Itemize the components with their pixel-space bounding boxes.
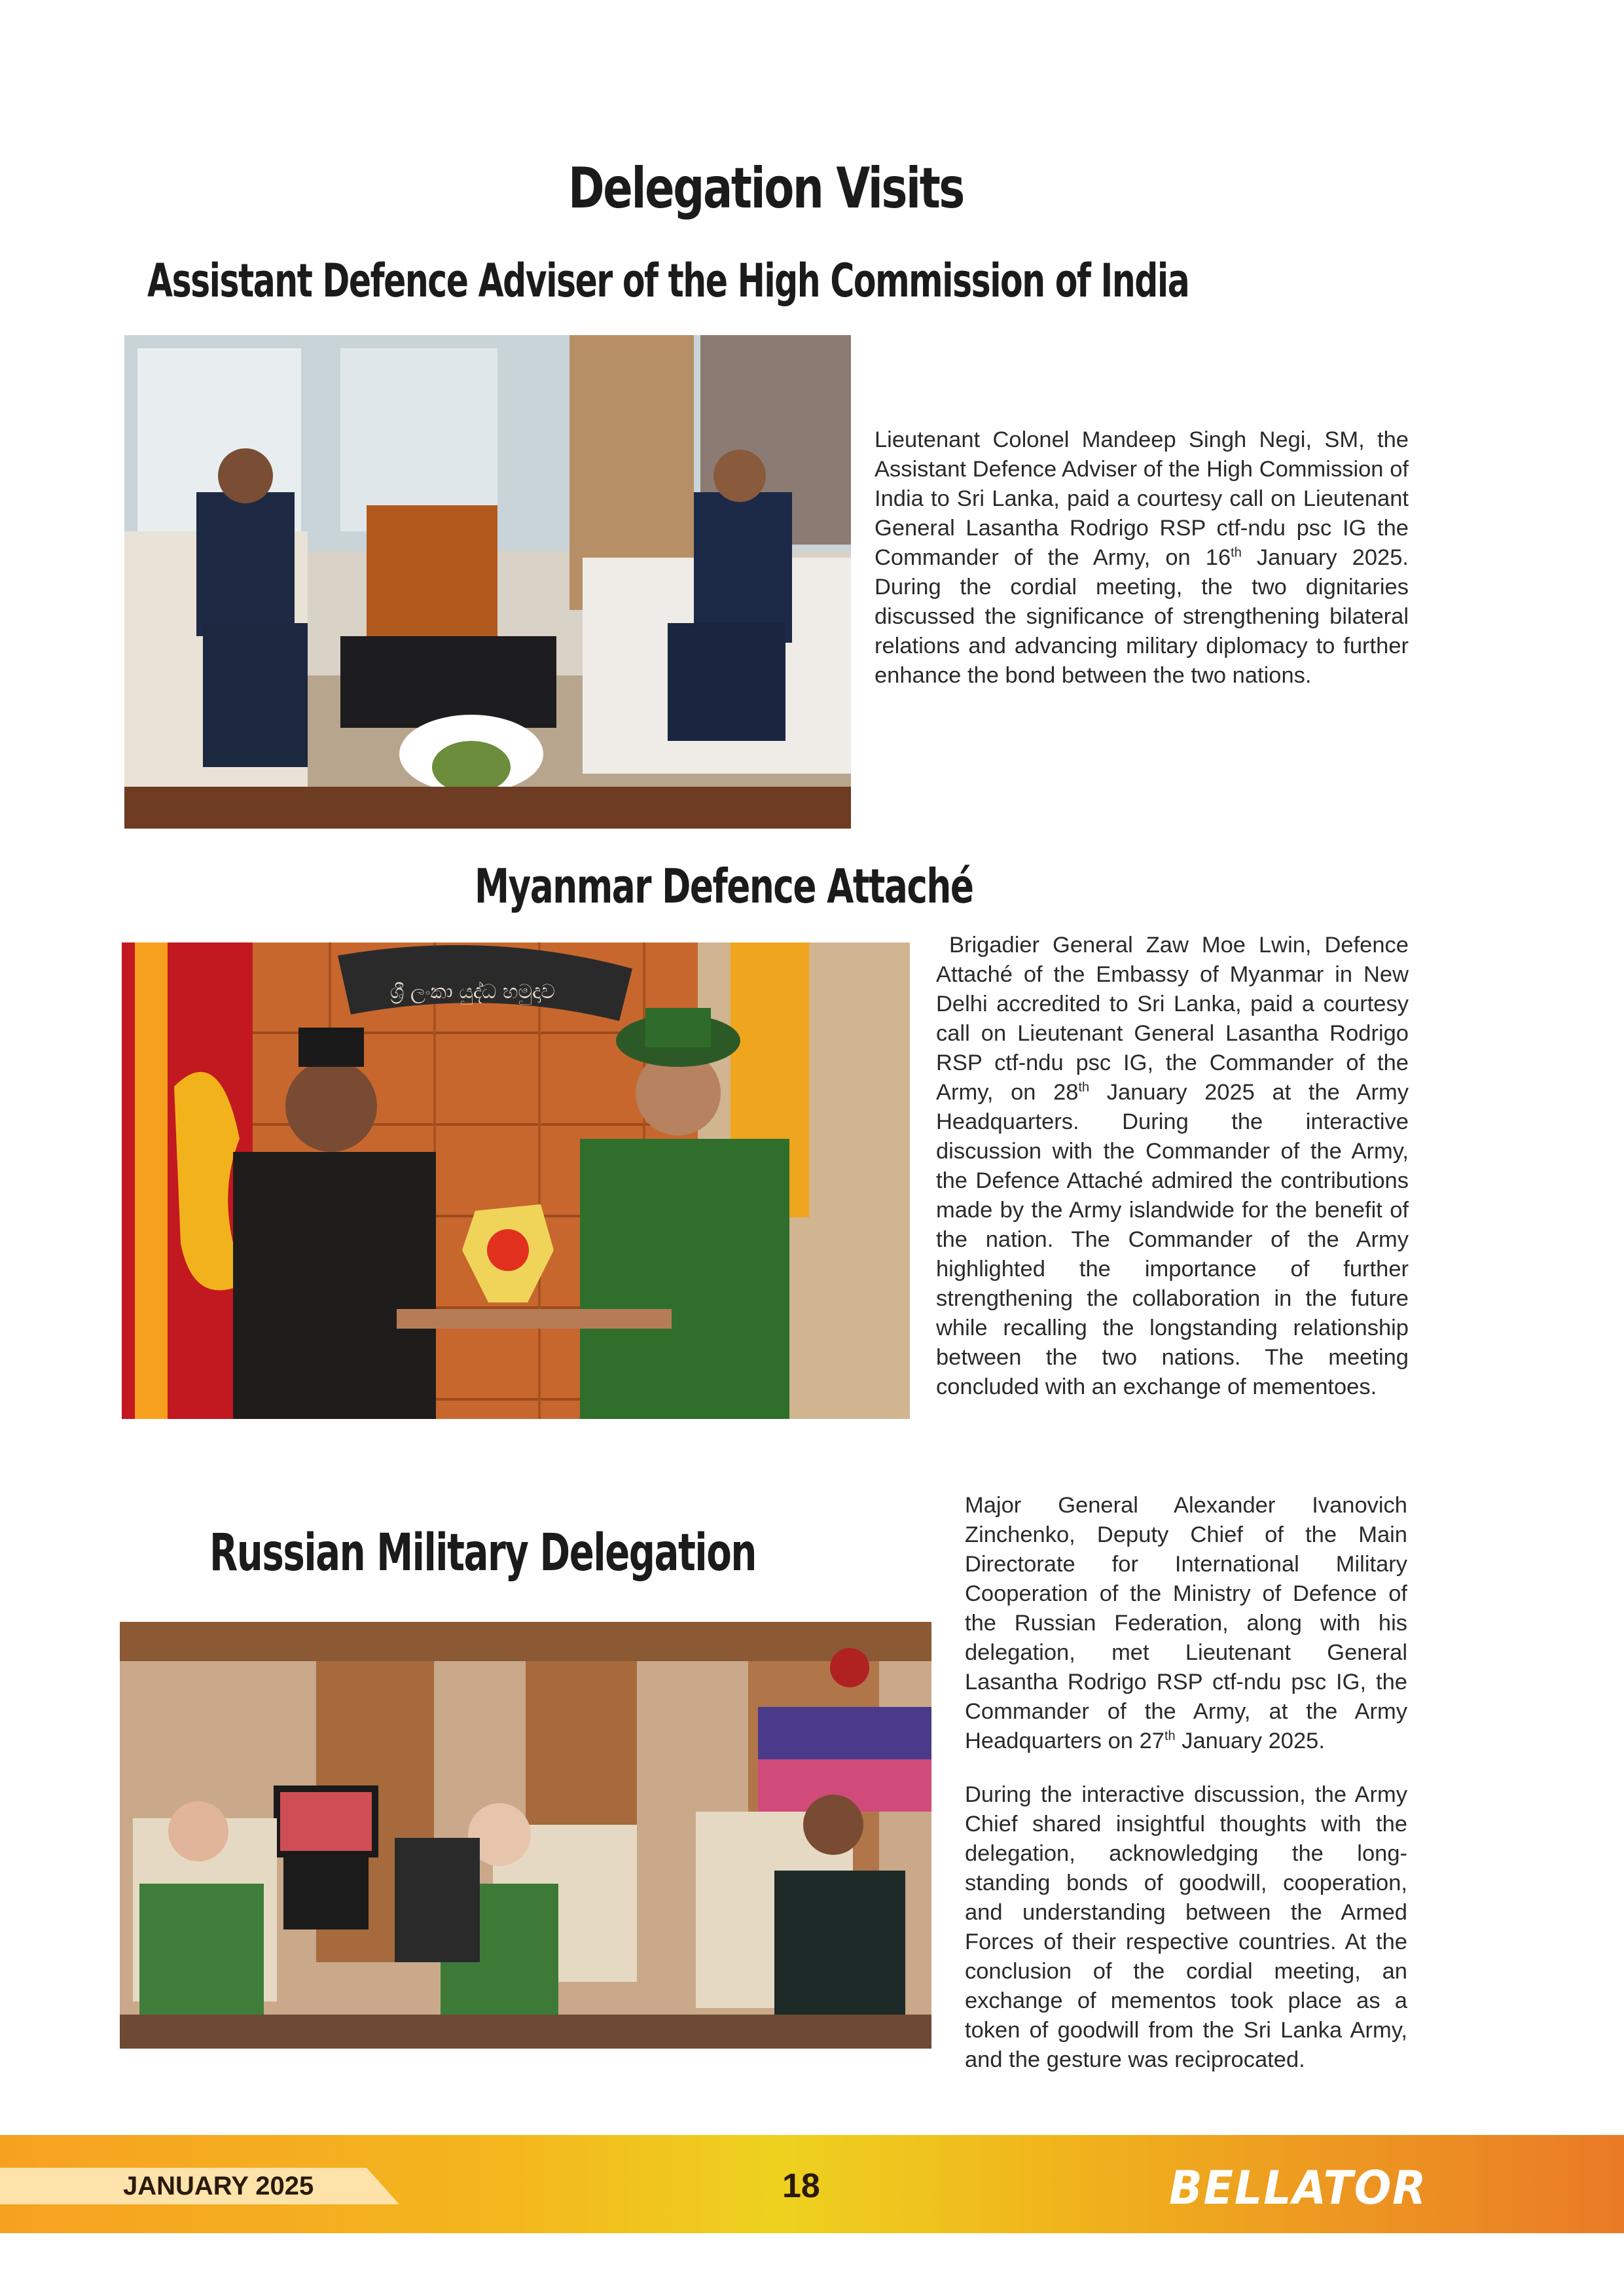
footer-date: JANUARY 2025 xyxy=(123,2172,314,2200)
india-paragraph: Lieutenant Colonel Mandeep Singh Negi, SM, the Assistant Defence Adviser of the High Commission of India to Sri Lanka, paid a courtesy call on Lieutenant General Lasantha Rodrigo RSP ctf-ndu psc IG the Commander of the Army, on 16th January 2025. During the cordial meeting, the two dignitaries discussed the significance of strengthening bilateral relations and advancing military diplomacy to further enhance the bond between the two nations. xyxy=(875,427,1409,688)
russia-paragraph-1: Major General Alexander Ivanovich Zinchenko, Deputy Chief of the Main Directorate for International Military Cooperation of the Ministry of Defence of the Russian Federation, along with his delegation, met Lieutenant General Lasantha Rodrigo RSP ctf-ndu psc IG, the Commander of the Army, at the Army Headquarters on 27th January 2025. xyxy=(965,1493,1407,1753)
crest-sinhala-text: ශ්‍රී ලංකා යුද්ධ හමුදාව xyxy=(390,980,555,1003)
myanmar-paragraph: Brigadier General Zaw Moe Lwin, Defence Attaché of the Embassy of Myanmar in New Delhi accredited to Sri Lanka, paid a courtesy call on Lieutenant General Lasantha Rodrigo RSP ctf-ndu psc IG, the Commander of the Army, on 28th January 2025 at the Army Headquarters. During the interactive discussion with the Commander of the Army, the Defence Attaché admired the contributions made by the Army islandwide for the benefit of the nation. The Commander of the Army highlighted the importance of further strengthening the collaboration in the future while recalling the longstanding relationship between the two nations. The meeting concluded with an exchange of mementoes. xyxy=(936,933,1409,1399)
page-number: 18 xyxy=(782,2167,820,2205)
section-title-india: Assistant Defence Adviser of the High Commission of India xyxy=(147,254,1189,308)
photo-india-meeting xyxy=(124,335,851,829)
russia-paragraph-2: During the interactive discussion, the Army Chief shared insightful thoughts with the delegation, acknowledging the long-standing bonds of goodwill, cooperation, and understanding between the Armed Forces of their respective countries. At the conclusion of the cordial meeting, an exchange of mementos took place as a token of goodwill from the Sri Lanka Army, and the gesture was reciprocated. xyxy=(965,1782,1407,2072)
photo-russia-delegation xyxy=(120,1622,931,2049)
photo-myanmar-memento xyxy=(122,942,910,1419)
brand-logo: BELLATOR xyxy=(1169,2161,1428,2215)
section-title-russia: Russian Military Delegation xyxy=(209,1524,756,1583)
section-title-myanmar: Myanmar Defence Attaché xyxy=(475,859,973,914)
page-title: Delegation Visits xyxy=(568,156,964,221)
